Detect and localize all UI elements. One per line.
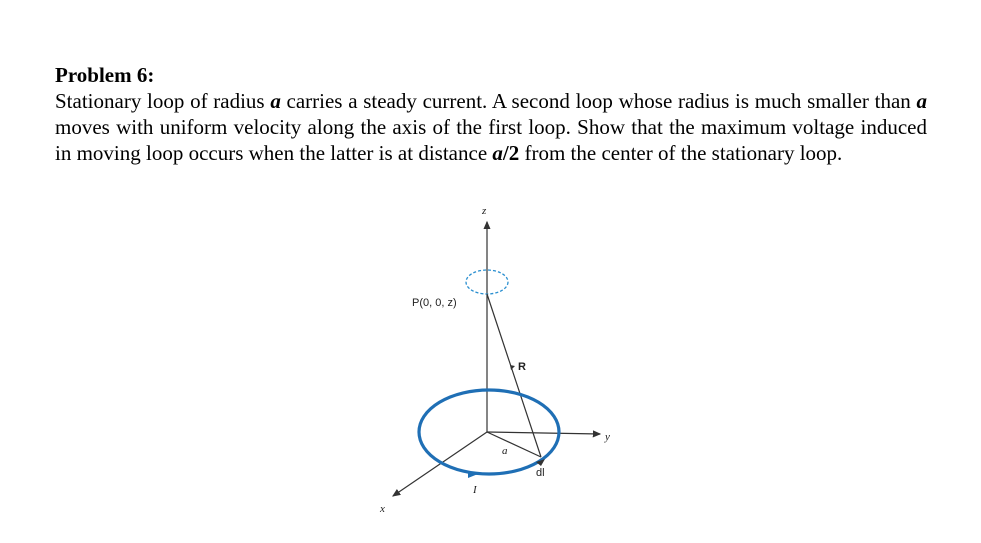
problem-title: Problem 6: <box>55 63 155 87</box>
z-axis-label: z <box>482 205 487 217</box>
radius-label: a <box>502 445 508 457</box>
statement-text-3: moves with uniform velocity along the axis of the first loop. Show that the maximum voltage induced in moving loop occurs when the latter is at distance <box>55 115 927 165</box>
radius-symbol: a <box>270 89 281 113</box>
y-axis-label: y <box>605 431 610 443</box>
x-axis-label: x <box>380 503 385 515</box>
loop-figure <box>360 200 630 530</box>
radius-line <box>487 432 541 457</box>
r-label: R <box>518 361 526 373</box>
radius-symbol: a <box>916 89 927 113</box>
current-label: I <box>473 484 477 496</box>
problem-block <box>55 62 927 166</box>
y-axis <box>487 432 600 434</box>
point-p-label: P(0, 0, z) <box>412 297 457 309</box>
dl-label: dl <box>536 467 545 479</box>
statement-text-2: carries a steady current. A second loop whose radius is much smaller than <box>280 89 917 113</box>
statement-text-1: Stationary loop of radius <box>55 89 271 113</box>
figure-svg <box>360 200 630 530</box>
half-fraction: /2 <box>502 141 520 165</box>
statement-text-4: from the center of the stationary loop. <box>519 141 843 165</box>
problem-statement <box>55 88 927 166</box>
radius-symbol: a <box>492 141 503 165</box>
